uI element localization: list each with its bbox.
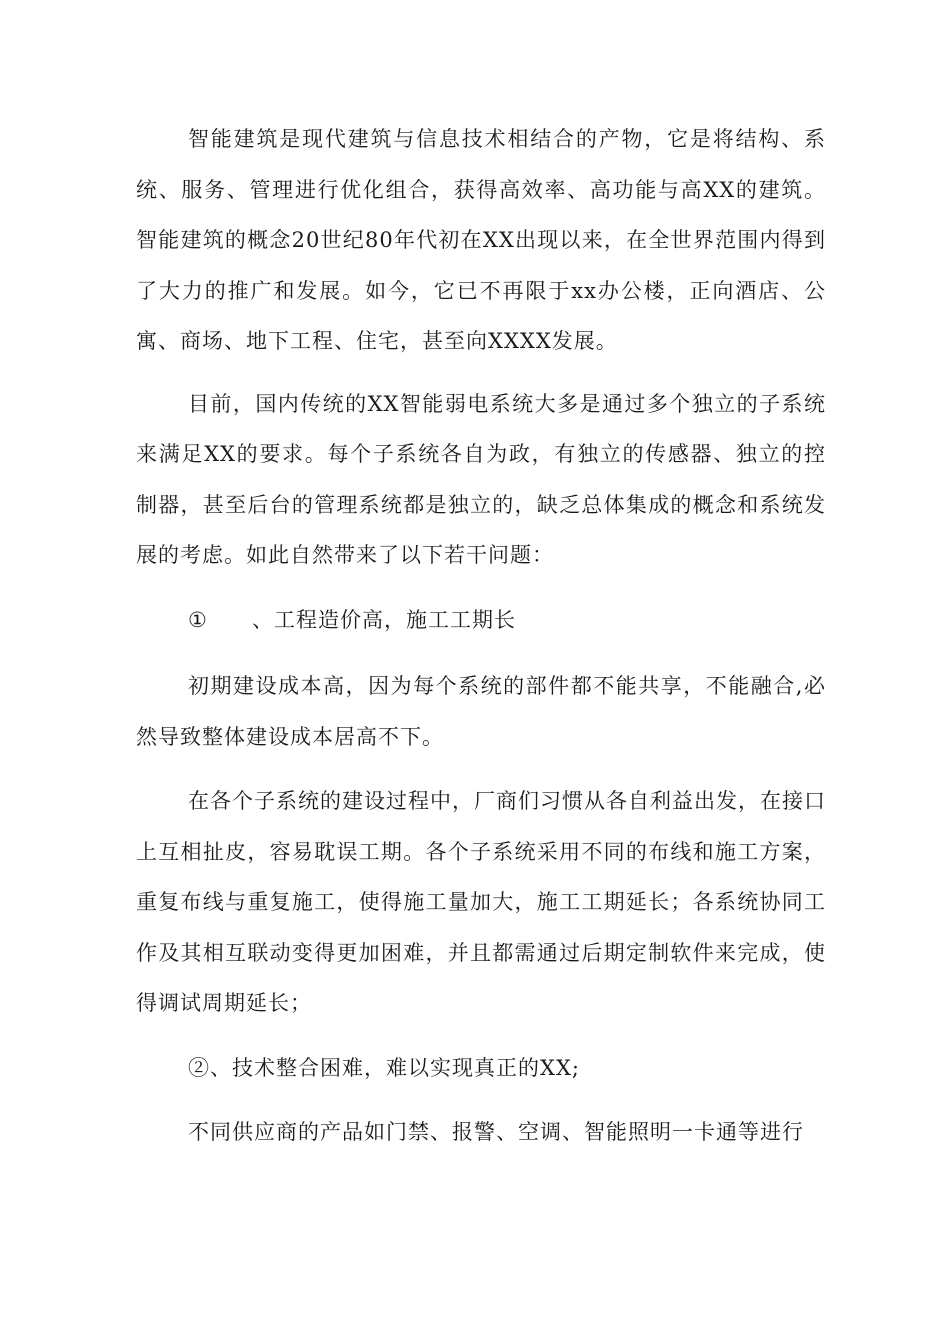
paragraph-initial-cost: 初期建设成本高，因为每个系统的部件都不能共享，不能融合,必然导致整体建设成本居高不下。 xyxy=(136,674,826,749)
paragraph-suppliers: 不同供应商的产品如门禁、报警、空调、智能照明一卡通等进行 xyxy=(188,1120,804,1144)
heading-item-1 xyxy=(136,595,826,646)
item-1-text: 、工程造价高，施工工期长 xyxy=(252,607,516,632)
heading-item-2: ②、技术整合困难，难以实现真正的XX; xyxy=(188,1055,580,1080)
paragraph-intro: 智能建筑是现代建筑与信息技术相结合的产物，它是将结构、系统、服务、管理进行优化组合，获得高效率、高功能与高XX的建筑。智能建筑的概念20世纪80年代初在XX出现以来，在全世界范围内得到了大力的推广和发展。如今，它已不再限于xx办公楼，正向酒店、公寓、商场、地下工程、住宅，甚至向XXXX发展。 xyxy=(136,127,826,353)
document-body xyxy=(136,114,826,1158)
paragraph-current-status: 目前，国内传统的XX智能弱电系统大多是通过多个独立的子系统来满足XX的要求。每个子系统各自为政，有独立的传感器、独立的控制器，甚至后台的管理系统都是独立的，缺乏总体集成的概念和系统发展的考虑。如此自然带来了以下若干问题： xyxy=(136,391,826,567)
item-1-number: ① xyxy=(188,607,208,632)
paragraph-construction: 在各个子系统的建设过程中，厂商们习惯从各自利益出发，在接口上互相扯皮，容易耽误工期。各个子系统采用不同的布线和施工方案，重复布线与重复施工，使得施工量加大，施工工期延长；各系统协同工作及其相互联动变得更加困难，并且都需通过后期定制软件来完成，使得调试周期延长； xyxy=(136,789,826,1015)
